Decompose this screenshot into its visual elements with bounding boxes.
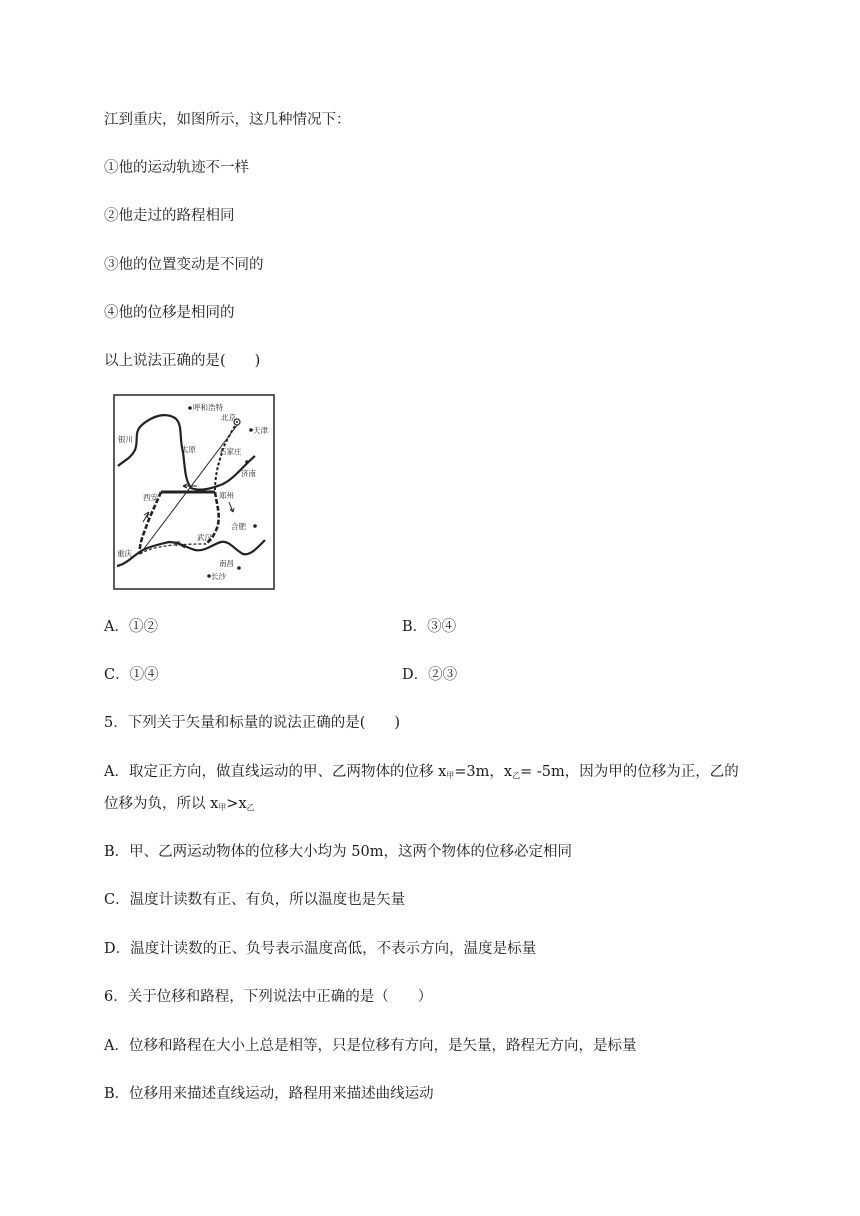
label-tianjin: 天津 <box>253 426 268 435</box>
statement-3: ③他的位置变动是不同的 <box>104 257 264 273</box>
q5-a-text3: = -5m，因为甲的位移为正，乙的 <box>520 764 739 780</box>
q4-option-a: A．①② <box>104 619 158 635</box>
q4-option-c: C．①④ <box>104 667 159 683</box>
q5-option-a-line1 <box>104 762 739 786</box>
label-changsha: 长沙 <box>211 572 226 581</box>
q5-a2-sub2: 乙 <box>246 803 255 812</box>
label-wuhan: 武汉 <box>197 533 212 542</box>
q4-intro: 江到重庆，如图所示，这几种情况下： <box>104 112 351 128</box>
q5-a-sub1: 甲 <box>446 771 455 780</box>
q5-a-sub2: 乙 <box>512 771 521 780</box>
q4-option-d: D．②③ <box>402 667 458 683</box>
route-map <box>113 394 275 590</box>
q5-a-text1: A．取定正方向，做直线运动的甲、乙两物体的位移 x <box>104 764 447 780</box>
label-zhengzhou: 郑州 <box>219 491 234 500</box>
q5-option-a-line2 <box>104 794 255 818</box>
label-beijing: 北京 <box>221 413 236 422</box>
q5-option-d: D．温度计读数的正、负号表示温度高低，不表示方向，温度是标量 <box>104 941 537 957</box>
q5-option-c: C．温度计读数有正、有负，所以温度也是矢量 <box>104 892 406 908</box>
label-yinchuan: 银川 <box>118 435 133 444</box>
statement-4: ④他的位移是相同的 <box>104 305 235 321</box>
q5-a2-text2: >x <box>226 796 247 812</box>
q5-a2-text1: 位移为负，所以 x <box>104 796 219 812</box>
label-huhehaote: 呼和浩特 <box>193 403 223 412</box>
q6-option-b: B．位移用来描述直线运动，路程用来描述曲线运动 <box>104 1086 434 1102</box>
q6-option-a: A．位移和路程在大小上总是相等，只是位移有方向，是矢量，路程无方向，是标量 <box>104 1038 637 1054</box>
label-nanchang: 南昌 <box>219 559 234 568</box>
label-taiyuan: 太原 <box>181 445 196 454</box>
q4-option-b: B．③④ <box>402 619 457 635</box>
label-shijiazhuang: 石家庄 <box>219 447 242 456</box>
q4-prompt: 以上说法正确的是( ) <box>104 353 261 369</box>
q5-stem: 5．下列关于矢量和标量的说法正确的是( ) <box>104 715 401 731</box>
statement-2: ②他走过的路程相同 <box>104 208 235 224</box>
label-jinan: 济南 <box>241 469 256 478</box>
label-chongqing: 重庆 <box>117 549 132 558</box>
statement-1: ①他的运动轨迹不一样 <box>104 160 249 176</box>
q5-a-text2: =3m，x <box>454 764 513 780</box>
label-xian: 西安 <box>143 493 158 502</box>
q6-stem: 6．关于位移和路程，下列说法中正确的是（ ） <box>104 989 433 1005</box>
q5-option-b: B．甲、乙两运动物体的位移大小均为 50m，这两个物体的位移必定相同 <box>104 844 572 860</box>
label-hefei: 合肥 <box>231 522 246 531</box>
q5-a2-sub1: 甲 <box>218 803 227 812</box>
